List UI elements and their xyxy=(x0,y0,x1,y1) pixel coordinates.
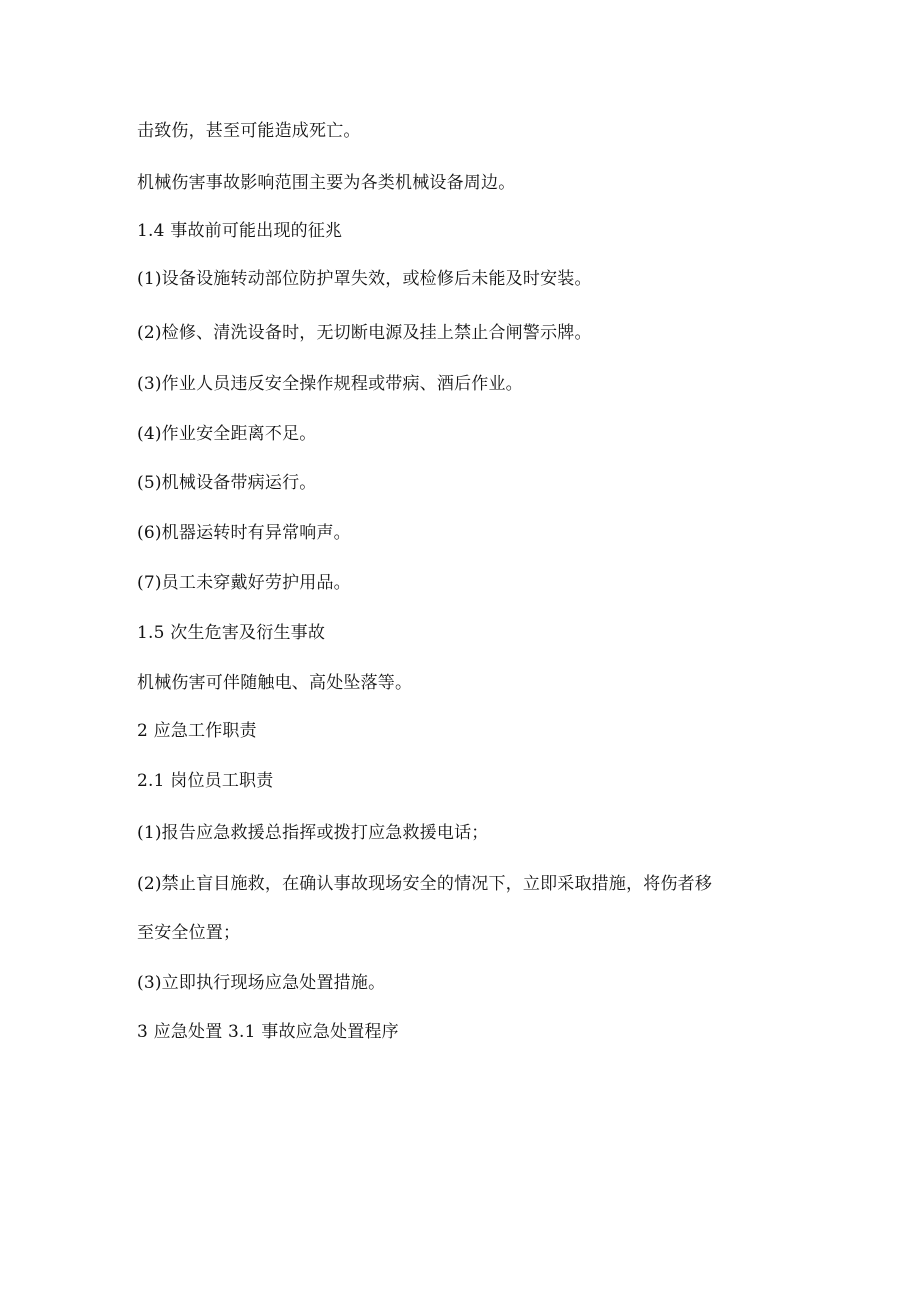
text-line: 击致伤，甚至可能造成死亡。 xyxy=(137,121,361,141)
text-line: 机械伤害可伴随触电、高处坠落等。 xyxy=(137,673,413,693)
section-heading: 1.4 事故前可能出现的征兆 xyxy=(137,221,343,241)
section-heading: 2 应急工作职责 xyxy=(137,721,257,741)
list-item: (7)员工未穿戴好劳护用品。 xyxy=(137,573,351,593)
list-item: (4)作业安全距离不足。 xyxy=(137,424,317,444)
list-item: (5)机械设备带病运行。 xyxy=(137,473,317,493)
section-heading: 2.1 岗位员工职责 xyxy=(137,771,274,791)
section-heading: 1.5 次生危害及衍生事故 xyxy=(137,623,326,643)
list-item-continued: 至安全位置； xyxy=(137,923,241,943)
list-item: (6)机器运转时有异常响声。 xyxy=(137,523,351,543)
section-heading: 3 应急处置 3.1 事故应急处置程序 xyxy=(137,1022,399,1042)
text-line: 机械伤害事故影响范围主要为各类机械设备周边。 xyxy=(137,173,516,193)
list-item: (2)禁止盲目施救，在确认事故现场安全的情况下，立即采取措施，将伤者移 xyxy=(137,874,713,894)
list-item: (3)立即执行现场应急处置措施。 xyxy=(137,973,386,993)
list-item: (1)报告应急救援总指挥或拨打应急救援电话； xyxy=(137,823,489,843)
list-item: (3)作业人员违反安全操作规程或带病、酒后作业。 xyxy=(137,374,523,394)
list-item: (1)设备设施转动部位防护罩失效，或检修后未能及时安装。 xyxy=(137,269,592,289)
list-item: (2)检修、清洗设备时，无切断电源及挂上禁止合闸警示牌。 xyxy=(137,323,592,343)
